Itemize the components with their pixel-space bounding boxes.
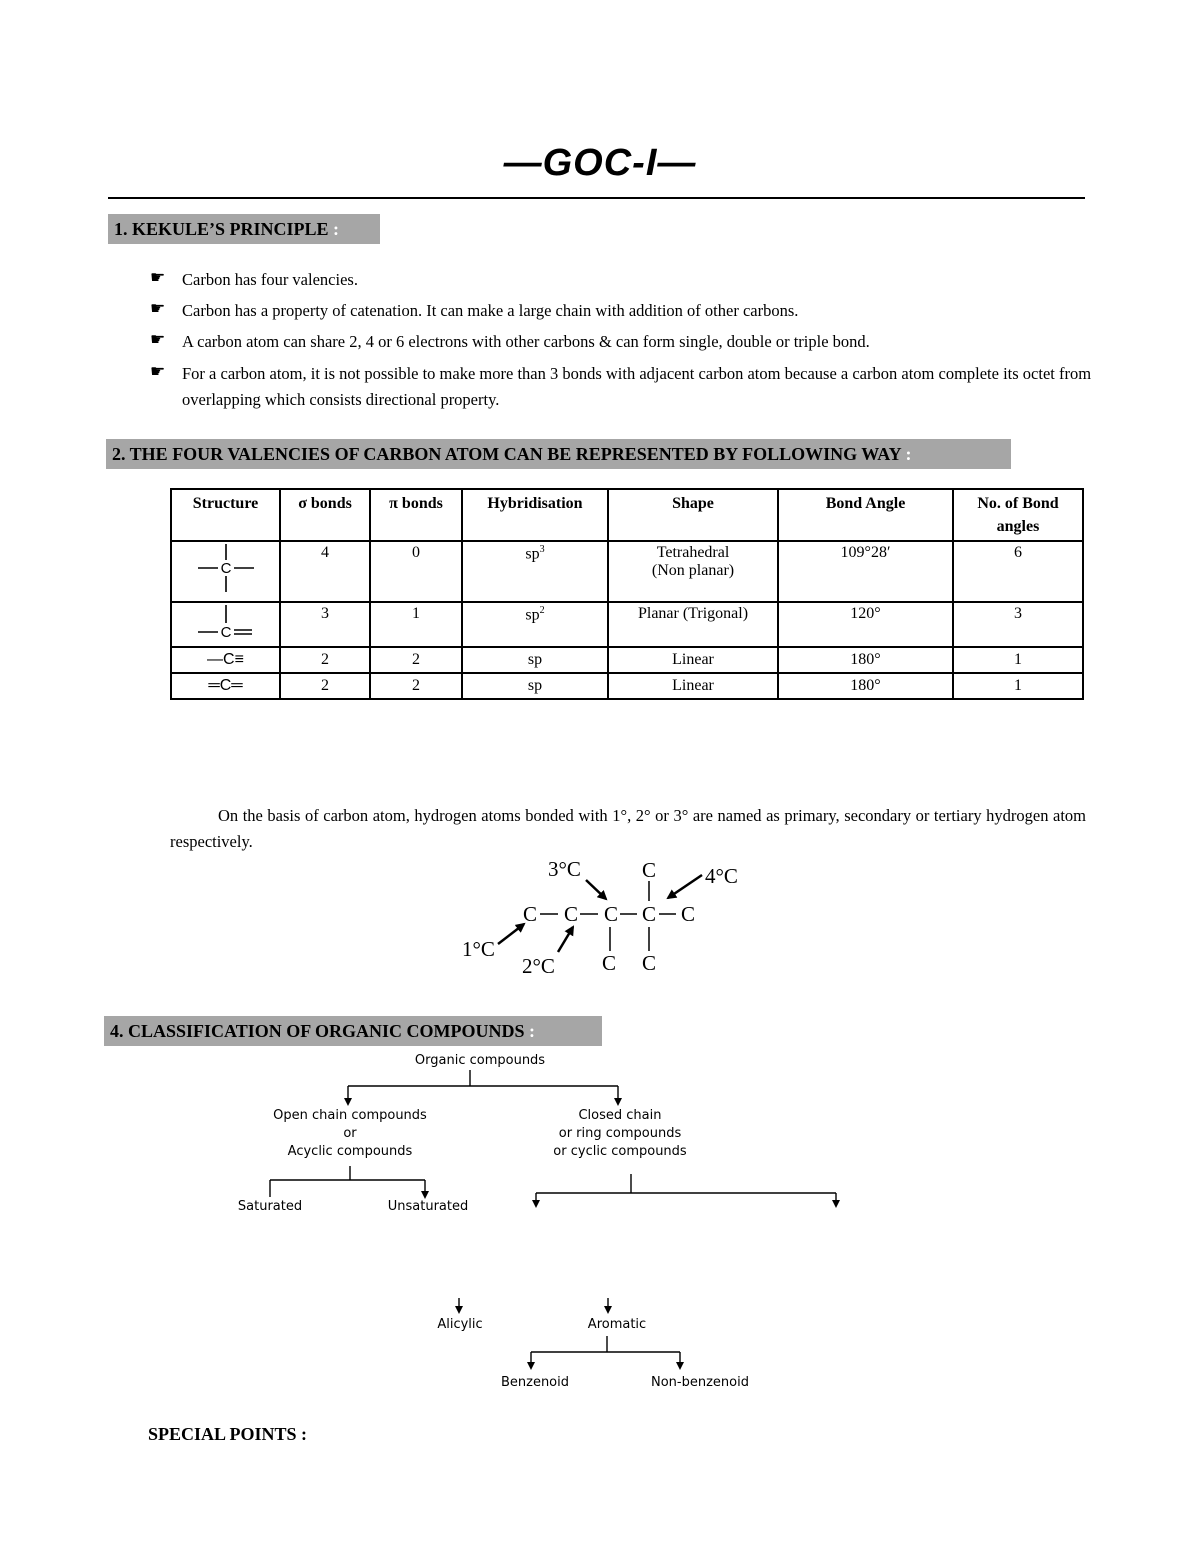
classification-tree [0,1050,1200,1410]
sigma-cell: 2 [280,647,370,673]
section-heading-text: 1. KEKULE’S PRINCIPLE [114,219,329,239]
bond-angle-count-cell: 6 [953,541,1083,602]
carbon-atom-label: C [220,560,231,577]
quaternary-label: 4°C [705,864,738,888]
pi-cell: 1 [370,602,462,647]
tetrahedral-carbon-structure [196,542,256,596]
table-row [171,602,1083,647]
branch-carbon-top: C [641,858,657,882]
tree-root: Organic compounds [414,1053,546,1068]
clipped-label-row [200,1198,520,1214]
title-rule [108,197,1085,199]
tree-closed-chain: Closed chain or ring compounds or cyclic compounds [553,1108,687,1159]
header-sigma: σ bonds [280,489,370,541]
pointing-hand-icon: ☛ [150,299,166,319]
pi-cell: 2 [370,647,462,673]
chain-carbon-1: C [522,902,538,926]
structure-cell [171,602,280,647]
section-heading-kekule [108,214,380,244]
bullet-text: A carbon atom can share 2, 4 or 6 electrons with other carbons & can form single, double or triple bond. [182,332,870,351]
tree-non-benzenoid: Non-benzenoid [651,1375,749,1390]
chain-carbon-3: C [603,902,619,926]
branch-carbon-bottom-1: C [601,951,617,975]
tertiary-label: 3°C [548,857,581,881]
tree-benzenoid: Benzenoid [500,1375,570,1390]
bond-angle-count-cell: 1 [953,673,1083,699]
tree-saturated: Saturated [237,1199,303,1214]
heading-colon: : [905,444,912,464]
hybridisation-cell: $sp^3$ [462,541,608,602]
bond-angle-cell: 120° [778,602,953,647]
header-pi: π bonds [370,489,462,541]
pointing-hand-icon: ☛ [150,362,166,382]
tree-open-chain: Open chain compounds or Acyclic compounds [273,1108,427,1159]
bullet-text: Carbon has four valencies. [182,270,358,289]
structure-cell [171,541,280,602]
table-row [171,673,1083,699]
structure-cell: —C≡ [171,647,280,673]
header-bond-angle-count: No. of Bond angles [953,489,1083,541]
carbon-chain-diagram [440,850,760,985]
tree-aromatic: Aromatic [587,1317,647,1332]
carbon-atom-label: C [220,624,231,641]
heading-colon: : [529,1021,536,1041]
shape-cell: Linear [608,647,778,673]
sigma-cell: 2 [280,673,370,699]
table-header-row [171,489,1083,541]
bond-angle-count-cell: 1 [953,647,1083,673]
table-row [171,541,1083,602]
section-heading-valencies [106,439,1011,469]
bond-angle-cell: 109°28′ [778,541,953,602]
pointing-hand-icon: ☛ [150,268,166,288]
shape-cell: Linear [608,673,778,699]
tree-alicyclic: Alicylic [437,1317,483,1332]
bullet-text: Carbon has a property of catenation. It can make a large chain with addition of other carbons. [182,301,799,320]
branch-carbon-bottom-2: C [641,951,657,975]
hybridisation-cell: sp [462,673,608,699]
table-row [171,647,1083,673]
special-points-heading: SPECIAL POINTS : [148,1424,308,1444]
header-bond-angle: Bond Angle [778,489,953,541]
heading-colon: : [333,219,340,239]
chain-carbon-5: C [680,902,696,926]
page-title: —GOC-I— [503,142,697,184]
paragraph-text: On the basis of carbon atom, hydrogen atoms bonded with 1°, 2° or 3° are named as primary, secondary or tertiary hydrogen atom respectively. [170,806,1086,851]
pi-cell: 2 [370,673,462,699]
header-shape: Shape [608,489,778,541]
trigonal-carbon-structure [196,603,256,641]
tree-unsaturated: Unsaturated [387,1199,469,1214]
header-hybridisation: Hybridisation [462,489,608,541]
structure-cell: ═C═ [171,673,280,699]
section-heading-text: 4. CLASSIFICATION OF ORGANIC COMPOUNDS [110,1021,525,1041]
shape-cell: Planar (Trigonal) [608,602,778,647]
bond-angle-cell: 180° [778,673,953,699]
shape-cell: Tetrahedral (Non planar) [608,541,778,602]
sigma-cell: 4 [280,541,370,602]
bullet-text: For a carbon atom, it is not possible to make more than 3 bonds with adjacent carbon atom because a carbon atom complete its octet from overlapping which consists directional property. [182,364,1092,409]
bond-angle-cell: 180° [778,647,953,673]
section-heading-text: 2. THE FOUR VALENCIES OF CARBON ATOM CAN BE REPRESENTED BY FOLLOWING WAY [112,444,901,464]
carbon-degree-paragraph [170,803,1086,855]
valency-table [170,488,1084,700]
header-structure: Structure [171,489,280,541]
hybridisation-cell: sp [462,647,608,673]
hybridisation-cell: $sp^2$ [462,602,608,647]
chain-carbon-2: C [563,902,579,926]
secondary-label: 2°C [522,954,555,978]
section-heading-classification [104,1016,602,1046]
pi-cell: 0 [370,541,462,602]
primary-label: 1°C [462,937,495,961]
pointing-hand-icon: ☛ [150,330,166,350]
sigma-cell: 3 [280,602,370,647]
chain-carbon-4: C [641,902,657,926]
bond-angle-count-cell: 3 [953,602,1083,647]
